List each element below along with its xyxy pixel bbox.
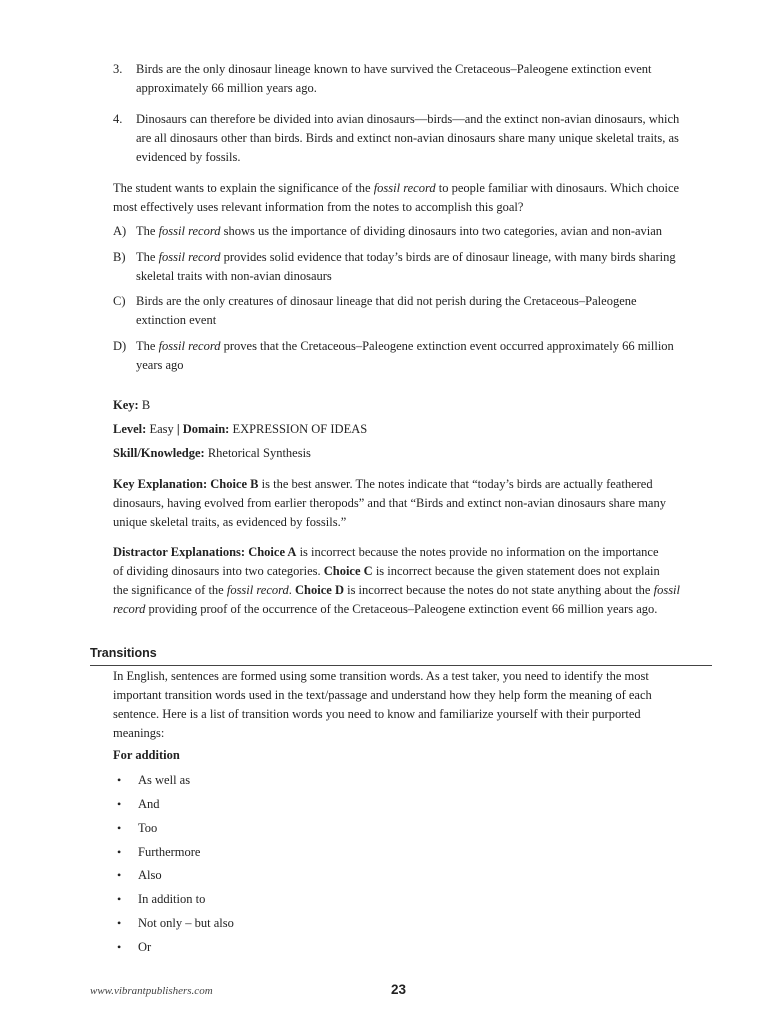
opt-b-em: fossil record — [158, 250, 221, 264]
note-3-number: 3. — [113, 62, 123, 76]
distractor-l4: providing proof of the occurrence of the Cretaceous–Paleogene extinction event 66 million years ago. — [145, 602, 658, 616]
note-3-text — [136, 60, 716, 98]
addition-heading — [113, 746, 718, 765]
distractor-label: Distractor Explanations: — [113, 545, 246, 559]
list-item: Furthermore — [138, 845, 201, 859]
distractor-l3-em2: fossil — [653, 583, 681, 597]
key-label: Key: — [113, 398, 139, 412]
q-line2: most effectively uses relevant information from the notes to accomplish this goal? — [113, 200, 524, 214]
opt-b-line2: skeletal traits with non-avian dinosaurs — [136, 269, 332, 283]
note-4-line1: Dinosaurs can therefore be divided into avian dinosaurs—birds—and the extinct non-avian dinosaurs, which — [136, 112, 680, 126]
option-c-label[interactable]: C) — [113, 294, 126, 308]
key-expl-label: Key Explanation: — [113, 477, 208, 491]
note-4-number: 4. — [113, 112, 123, 126]
opt-c-text: Birds are the only creatures of dinosaur lineage that did not perish during the Cretaceous–Paleogene — [136, 294, 637, 308]
distractor-choice-d: Choice D — [295, 583, 344, 597]
bullet-icon: • — [117, 821, 122, 835]
intro-l2: important transition words used in the text/passage and understand how they help form the meaning of each — [113, 688, 652, 702]
level-domain — [113, 420, 718, 439]
addition-heading-text: For addition — [113, 748, 180, 762]
transitions-intro — [113, 667, 718, 743]
distractor-l2a: of dividing dinosaurs into two categories. — [113, 564, 324, 578]
intro-l4: meanings: — [113, 726, 165, 740]
option-d-text[interactable] — [136, 337, 716, 375]
option-d-label[interactable]: D) — [113, 339, 127, 353]
distractor-l3-em: fossil record — [226, 583, 289, 597]
option-b-text[interactable] — [136, 248, 716, 286]
key-explanation — [113, 475, 718, 532]
key-expl-l2: dinosaurs, having evolved from earlier theropods” and that “Birds and extinct non-avian dinosaurs share many — [113, 496, 666, 510]
skill-value: Rhetorical Synthesis — [204, 446, 311, 460]
question-stem — [113, 179, 718, 217]
bullet-icon: • — [117, 940, 122, 954]
opt-d-line2: years ago — [136, 358, 184, 372]
distractor-l2b: is incorrect because the given statement does not explain — [372, 564, 660, 578]
domain-label: Domain: — [179, 422, 230, 436]
bullet-icon: • — [117, 892, 122, 906]
distractor-l3a: the significance of the — [113, 583, 227, 597]
answer-key — [113, 396, 718, 415]
opt-d-pre: The — [136, 339, 159, 353]
distractor-l1: is incorrect because the notes provide no information on the importance — [296, 545, 659, 559]
key-expl-l3: unique skeletal traits, as evidenced by fossils.” — [113, 515, 347, 529]
page-number: 23 — [391, 982, 407, 997]
bullet-icon: • — [117, 916, 122, 930]
level-label: Level: — [113, 422, 147, 436]
opt-d-em: fossil record — [158, 339, 221, 353]
key-expl-l1: is the best answer. The notes indicate that “today’s birds are actually feathered — [258, 477, 653, 491]
footer-url[interactable]: www.vibrantpublishers.com — [90, 985, 213, 997]
bullet-icon: • — [117, 773, 122, 787]
key-value: B — [138, 398, 151, 412]
opt-c-line2: extinction event — [136, 313, 217, 327]
opt-a-em: fossil record — [158, 224, 221, 238]
list-item: In addition to — [138, 892, 206, 906]
domain-value: EXPRESSION OF IDEAS — [229, 422, 368, 436]
q-text-b: to people familiar with dinosaurs. Which choice — [435, 181, 680, 195]
list-item: Also — [138, 868, 162, 882]
note-4-line2: are all dinosaurs other than birds. Birds and extinct non-avian dinosaurs share many unique skeletal traits, as — [136, 131, 679, 145]
option-c-text[interactable] — [136, 292, 716, 330]
distractor-l3c: is incorrect because the notes do not state anything about the — [343, 583, 654, 597]
distractor-l4-em: record — [113, 602, 146, 616]
skill-knowledge — [113, 444, 718, 463]
list-item: And — [138, 797, 160, 811]
option-a-text[interactable] — [136, 222, 716, 241]
q-text-a: The student wants to explain the significance of the — [113, 181, 374, 195]
bullet-icon: • — [117, 797, 122, 811]
distractor-choice-a: Choice A — [245, 545, 297, 559]
list-item: As well as — [138, 773, 191, 787]
opt-a-post: shows us the importance of dividing dinosaurs into two categories, avian and non-avian — [220, 224, 663, 238]
option-a-label[interactable]: A) — [113, 224, 127, 238]
opt-a-pre: The — [136, 224, 159, 238]
list-item: Too — [138, 821, 158, 835]
note-3-line1: Birds are the only dinosaur lineage known to have survived the Cretaceous–Paleogene extinction event — [136, 62, 652, 76]
distractor-explanations — [113, 543, 718, 619]
option-b-label[interactable]: B) — [113, 250, 126, 264]
opt-d-post: proves that the Cretaceous–Paleogene extinction event occurred approximately 66 million — [220, 339, 674, 353]
note-4-line3: evidenced by fossils. — [136, 150, 241, 164]
list-item: Not only – but also — [138, 916, 234, 930]
level-value: Easy — [146, 422, 177, 436]
note-4-text — [136, 110, 716, 167]
distractor-l3b: . — [288, 583, 296, 597]
intro-l1: In English, sentences are formed using some transition words. As a test taker, you need to identify the most — [113, 669, 649, 683]
note-3-line2: approximately 66 million years ago. — [136, 81, 317, 95]
section-title-transitions: Transitions — [90, 644, 712, 666]
skill-label: Skill/Knowledge: — [113, 446, 205, 460]
distractor-choice-c: Choice C — [323, 564, 373, 578]
bullet-icon: • — [117, 845, 122, 859]
list-item: Or — [138, 940, 152, 954]
intro-l3: sentence. Here is a list of transition words you need to know and familiarize yourself with their purported — [113, 707, 641, 721]
separator: | — [176, 422, 180, 436]
opt-b-post: provides solid evidence that today’s birds are of dinosaur lineage, with many birds sharing — [220, 250, 676, 264]
bullet-icon: • — [117, 868, 122, 882]
q-emphasis: fossil record — [373, 181, 436, 195]
key-expl-choice: Choice B — [207, 477, 259, 491]
opt-b-pre: The — [136, 250, 159, 264]
